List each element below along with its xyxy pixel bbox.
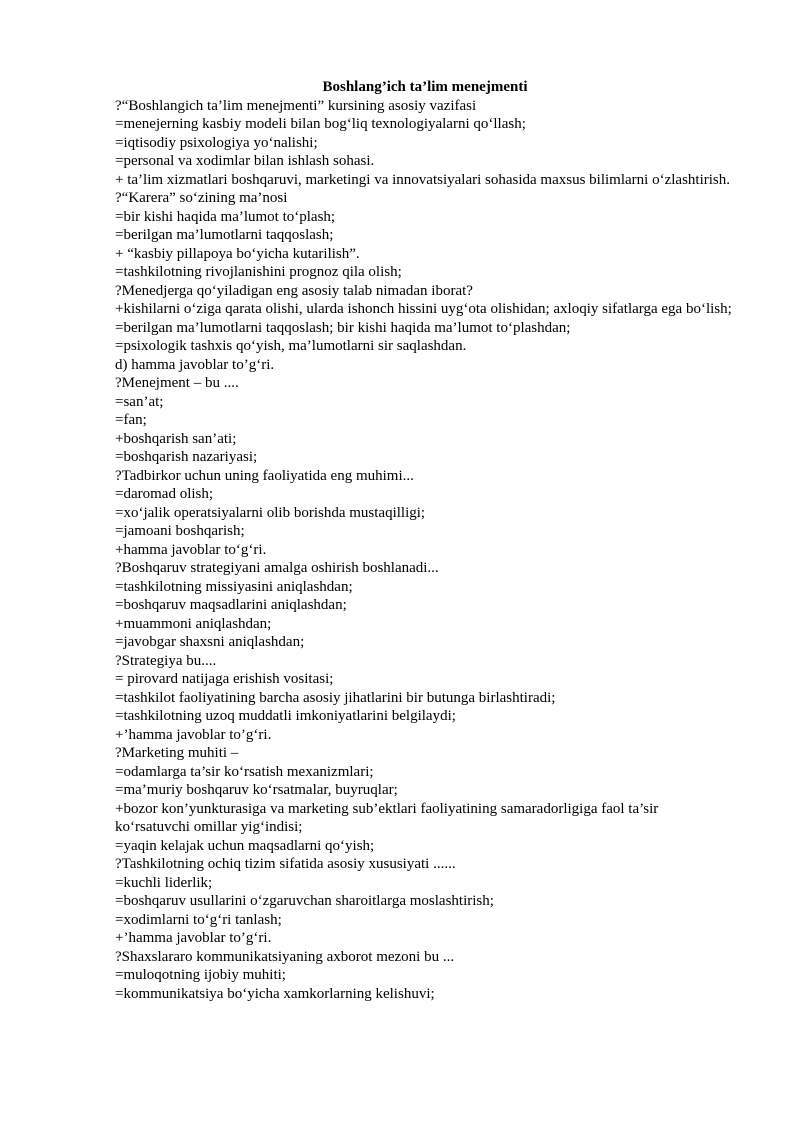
document-line: =kuchli liderlik; [115, 874, 213, 891]
document-line: ?Shaxslararo kommunikatsiyaning axborot mezoni bu ... [115, 948, 455, 965]
document-line: ?Tadbirkor uchun uning faoliyatida eng muhimi... [115, 467, 414, 484]
document-line: =menejerning kasbiy modeli bilan bog‘liq texnologiyalarni qo‘llash; [115, 116, 526, 132]
document-line: =iqtisodiy psixologiya yo‘nalishi; [115, 134, 318, 151]
document-line: =tashkilot faoliyatining barcha asosiy jihatlarini bir butunga birlashtiradi; [115, 689, 556, 706]
document-line: =psixologik tashxis qo‘yish, ma’lumotlarni sir saqlashdan. [115, 338, 467, 354]
document-line: =jamoani boshqarish; [115, 523, 245, 539]
document-line: =boshqaruv maqsadlarini aniqlashdan; [115, 597, 347, 613]
document-line: =kommunikatsiya bo‘yicha xamkorlarning kelishuvi; [115, 985, 435, 1002]
document-line: d) hamma javoblar to’g‘ri. [115, 356, 275, 373]
question-list [115, 97, 735, 1004]
document-line: +hamma javoblar to‘g‘ri. [115, 541, 267, 558]
page-title: Boshlang’ich ta’lim menejmenti [322, 79, 528, 95]
document-line: =san’at; [115, 393, 164, 410]
document-line: =berilgan ma’lumotlarni taqqoslash; [115, 227, 334, 243]
document-line: +kishilarni o‘ziga qarata olishi, ularda ishonch hissini uyg‘ota olishidan; axloqiy sifatlarga ega bo‘lish; [115, 301, 732, 317]
document-line: = pirovard natijaga erishish vositasi; [115, 671, 334, 687]
document-line: =boshqarish nazariyasi; [115, 449, 258, 465]
document-line: =bir kishi haqida ma’lumot to‘plash; [115, 208, 336, 225]
document-line: ?Menejment – bu .... [115, 375, 239, 391]
document-line: + ta’lim xizmatlari boshqaruvi, marketingi va innovatsiyalari sohasida maxsus bilimlarni o‘zlashtirish. [115, 171, 730, 188]
document-line: ?Marketing muhiti – [115, 745, 239, 761]
document-line: =fan; [115, 412, 147, 428]
document-line: =berilgan ma’lumotlarni taqqoslash; bir kishi haqida ma’lumot to‘plashdan; [115, 319, 571, 336]
document-line: ?Menedjerga qo‘yiladigan eng asosiy talab nimadan iborat? [115, 282, 473, 299]
document-line: +bozor kon’yunkturasiga va marketing sub’ektlari faoliyatining samaradorligiga faol ta’sir ko‘rsatuvchi omillar yig‘indisi; [115, 800, 659, 835]
document-line: ?Boshqaruv strategiyani amalga oshirish boshlanadi... [115, 560, 439, 576]
document-line: =personal va xodimlar bilan ishlash sohasi. [115, 153, 375, 169]
document-line: =daromad olish; [115, 486, 214, 502]
document-line: ?Strategiya bu.... [115, 652, 217, 669]
document-line: +’hamma javoblar to’g‘ri. [115, 930, 272, 946]
document-line: + “kasbiy pillapoya bo‘yicha kutarilish”. [115, 245, 360, 262]
document-line: =ma’muriy boshqaruv ko‘rsatmalar, buyruqlar; [115, 782, 398, 798]
document-line: =xodimlarni to‘g‘ri tanlash; [115, 911, 282, 928]
document-page [115, 78, 735, 1003]
document-line: =odamlarga ta’sir ko‘rsatish mexanizmlari; [115, 763, 374, 780]
document-line: =xo‘jalik operatsiyalarni olib borishda mustaqilligi; [115, 504, 426, 521]
document-line: ?Tashkilotning ochiq tizim sifatida asosiy xususiyati ...... [115, 856, 456, 872]
document-line: =tashkilotning missiyasini aniqlashdan; [115, 578, 353, 595]
document-line: =javobgar shaxsni aniqlashdan; [115, 634, 305, 650]
document-line: +’hamma javoblar to’g‘ri. [115, 726, 272, 743]
document-line: =tashkilotning rivojlanishini prognoz qila olish; [115, 264, 402, 280]
document-line: +muammoni aniqlashdan; [115, 615, 272, 632]
document-line: =tashkilotning uzoq muddatli imkoniyatlarini belgilaydi; [115, 708, 456, 724]
document-line: ?“Karera” so‘zining ma’nosi [115, 190, 288, 206]
document-line: =yaqin kelajak uchun maqsadlarni qo‘yish; [115, 837, 375, 854]
document-line: ?“Boshlangich ta’lim menejmenti” kursining asosiy vazifasi [115, 97, 477, 114]
document-line: =boshqaruv usullarini o‘zgaruvchan sharoitlarga moslashtirish; [115, 893, 494, 909]
document-line: +boshqarish san’ati; [115, 430, 237, 447]
document-line: =muloqotning ijobiy muhiti; [115, 967, 286, 983]
